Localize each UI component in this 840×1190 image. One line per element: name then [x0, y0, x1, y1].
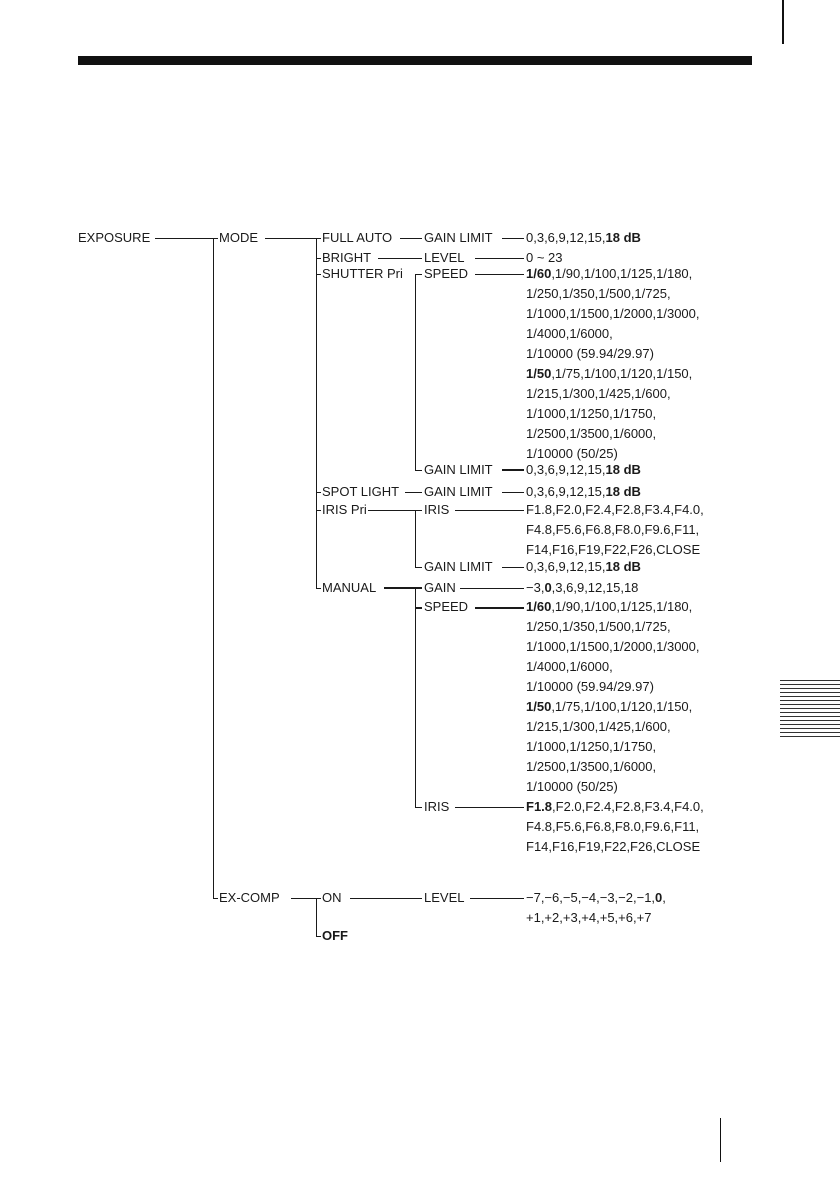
value-text: 0 [544, 580, 552, 595]
manual-speed-label: SPEED [424, 599, 469, 614]
connector [415, 588, 416, 808]
value-text: 1/250,1/350,1/500,1/725, [526, 286, 671, 301]
connector [350, 898, 422, 899]
value-line [526, 500, 704, 520]
value-text: ,1/90,1/100,1/125,1/180, [551, 599, 693, 614]
value-line [526, 888, 666, 908]
header-rule [78, 56, 752, 65]
value-text: 1/2500,1/3500,1/6000, [526, 426, 657, 441]
value-text: F14,F16,F19,F22,F26,CLOSE [526, 542, 701, 557]
connector [155, 238, 213, 239]
bright-level-label: LEVEL [424, 250, 465, 265]
value-line [526, 424, 700, 444]
section-tab [780, 680, 840, 740]
value-text: 1/250,1/350,1/500,1/725, [526, 619, 671, 634]
page-edge-line [782, 0, 784, 44]
connector [460, 588, 524, 589]
value-line [526, 344, 700, 364]
connector [455, 807, 524, 808]
connector [502, 238, 524, 239]
value-line [526, 324, 700, 344]
value-line [526, 284, 700, 304]
shutter-pri-label: SHUTTER Pri [322, 266, 403, 281]
manual-speed-values [526, 597, 700, 797]
value-text: 1/60 [526, 599, 552, 614]
spot-gain-limit-values: 0,3,6,9,12,15,18 dB [526, 484, 641, 499]
iris-pri-gain-limit-values: 0,3,6,9,12,15,18 dB [526, 559, 641, 574]
value-line [526, 637, 700, 657]
ex-comp-label: EX-COMP [219, 890, 280, 905]
connector [400, 238, 422, 239]
connector [415, 567, 422, 568]
shutter-speed-values [526, 264, 700, 464]
value-text: F1.8,F2.0,F2.4,F2.8,F3.4,F4.0, [526, 502, 704, 517]
spot-light-label: SPOT LIGHT [322, 484, 400, 499]
iris-pri-label: IRIS Pri [322, 502, 367, 517]
connector [378, 258, 422, 259]
bright-label: BRIGHT [322, 250, 372, 265]
connector [415, 470, 422, 471]
value-line [526, 717, 700, 737]
value-line [526, 797, 704, 817]
value-text: 1/10000 (59.94/29.97) [526, 346, 654, 361]
value-line [526, 384, 700, 404]
value-text: ,1/90,1/100,1/125,1/180, [551, 266, 693, 281]
value-line [526, 364, 700, 384]
manual-label: MANUAL [322, 580, 377, 595]
connector [502, 492, 524, 493]
manual-iris-label: IRIS [424, 799, 450, 814]
value-text: 1/50 [526, 699, 552, 714]
ex-comp-level-values [526, 888, 666, 928]
value-line [526, 908, 666, 928]
ex-comp-on-label: ON [322, 890, 342, 905]
value-line [526, 737, 700, 757]
full-auto-label: FULL AUTO [322, 230, 393, 245]
value-line [526, 264, 700, 284]
value-text: F1.8 [526, 799, 553, 814]
value-line [526, 520, 704, 540]
value-text: , [662, 890, 666, 905]
manual-iris-values [526, 797, 704, 857]
value-text: F14,F16,F19,F22,F26,CLOSE [526, 839, 701, 854]
connector [475, 258, 524, 259]
value-line [526, 657, 700, 677]
connector [455, 510, 524, 511]
value-text: 1/10000 (50/25) [526, 779, 618, 794]
value-text: 1/60 [526, 266, 552, 281]
spot-gain-limit-label: GAIN LIMIT [424, 484, 493, 499]
connector [502, 567, 524, 568]
value-line [526, 757, 700, 777]
value-text: +1,+2,+3,+4,+5,+6,+7 [526, 910, 652, 925]
connector [265, 238, 316, 239]
value-line [526, 777, 700, 797]
connector [316, 238, 317, 589]
value-text: 1/4000,1/6000, [526, 326, 613, 341]
value-text: −3, [526, 580, 545, 595]
connector [405, 492, 422, 493]
value-text: 1/1000,1/1500,1/2000,1/3000, [526, 306, 700, 321]
full-auto-gain-limit-values: 0,3,6,9,12,15,18 dB [526, 230, 641, 245]
connector [475, 274, 524, 275]
value-text: ,F2.0,F2.4,F2.8,F3.4,F4.0, [552, 799, 704, 814]
iris-pri-gain-limit-label: GAIN LIMIT [424, 559, 493, 574]
connector [470, 898, 524, 899]
value-line [526, 597, 700, 617]
connector [316, 898, 317, 936]
value-text: ,3,6,9,12,15,18 [551, 580, 639, 595]
connector [415, 607, 422, 609]
mode-label: MODE [219, 230, 258, 245]
value-text: 1/1000,1/1250,1/1750, [526, 406, 657, 421]
shutter-speed-label: SPEED [424, 266, 469, 281]
value-line [526, 817, 704, 837]
connector [415, 274, 422, 275]
value-text: −7,−6,−5,−4,−3,−2,−1, [526, 890, 656, 905]
value-line [526, 404, 700, 424]
value-line [526, 837, 704, 857]
exposure-label: EXPOSURE [78, 230, 151, 245]
connector [213, 238, 214, 898]
full-auto-gain-limit-label: GAIN LIMIT [424, 230, 493, 245]
value-line [526, 677, 700, 697]
value-text: 1/10000 (59.94/29.97) [526, 679, 654, 694]
value-text: ,1/75,1/100,1/120,1/150, [551, 699, 693, 714]
footer-rule [720, 1118, 721, 1162]
iris-pri-iris-label: IRIS [424, 502, 450, 517]
connector [415, 807, 422, 808]
value-line [526, 304, 700, 324]
manual-gain-values [526, 578, 638, 598]
iris-pri-iris-values [526, 500, 704, 560]
shutter-gain-limit-label: GAIN LIMIT [424, 462, 493, 477]
value-text: 1/215,1/300,1/425,1/600, [526, 386, 671, 401]
connector [384, 587, 422, 589]
value-line [526, 617, 700, 637]
connector [291, 898, 316, 899]
connector [415, 274, 416, 471]
value-text: 1/50 [526, 366, 552, 381]
connector [475, 607, 524, 609]
connector [502, 469, 524, 471]
connector [415, 510, 416, 568]
value-text: 1/1000,1/1250,1/1750, [526, 739, 657, 754]
value-line [526, 697, 700, 717]
value-text: 0 [655, 890, 663, 905]
ex-comp-level-label: LEVEL [424, 890, 465, 905]
value-text: 1/1000,1/1500,1/2000,1/3000, [526, 639, 700, 654]
manual-gain-label: GAIN [424, 580, 456, 595]
connector [361, 510, 422, 511]
ex-comp-off-label: OFF [322, 928, 348, 943]
shutter-gain-limit-values: 0,3,6,9,12,15,18 dB [526, 462, 641, 477]
value-text: 1/2500,1/3500,1/6000, [526, 759, 657, 774]
value-text: ,1/75,1/100,1/120,1/150, [551, 366, 693, 381]
value-text: 1/215,1/300,1/425,1/600, [526, 719, 671, 734]
value-text: 1/10000 (50/25) [526, 446, 618, 461]
value-text: F4.8,F5.6,F6.8,F8.0,F9.6,F11, [526, 819, 700, 834]
bright-level-values: 0 ~ 23 [526, 250, 563, 265]
value-text: 1/4000,1/6000, [526, 659, 613, 674]
value-text: F4.8,F5.6,F6.8,F8.0,F9.6,F11, [526, 522, 700, 537]
